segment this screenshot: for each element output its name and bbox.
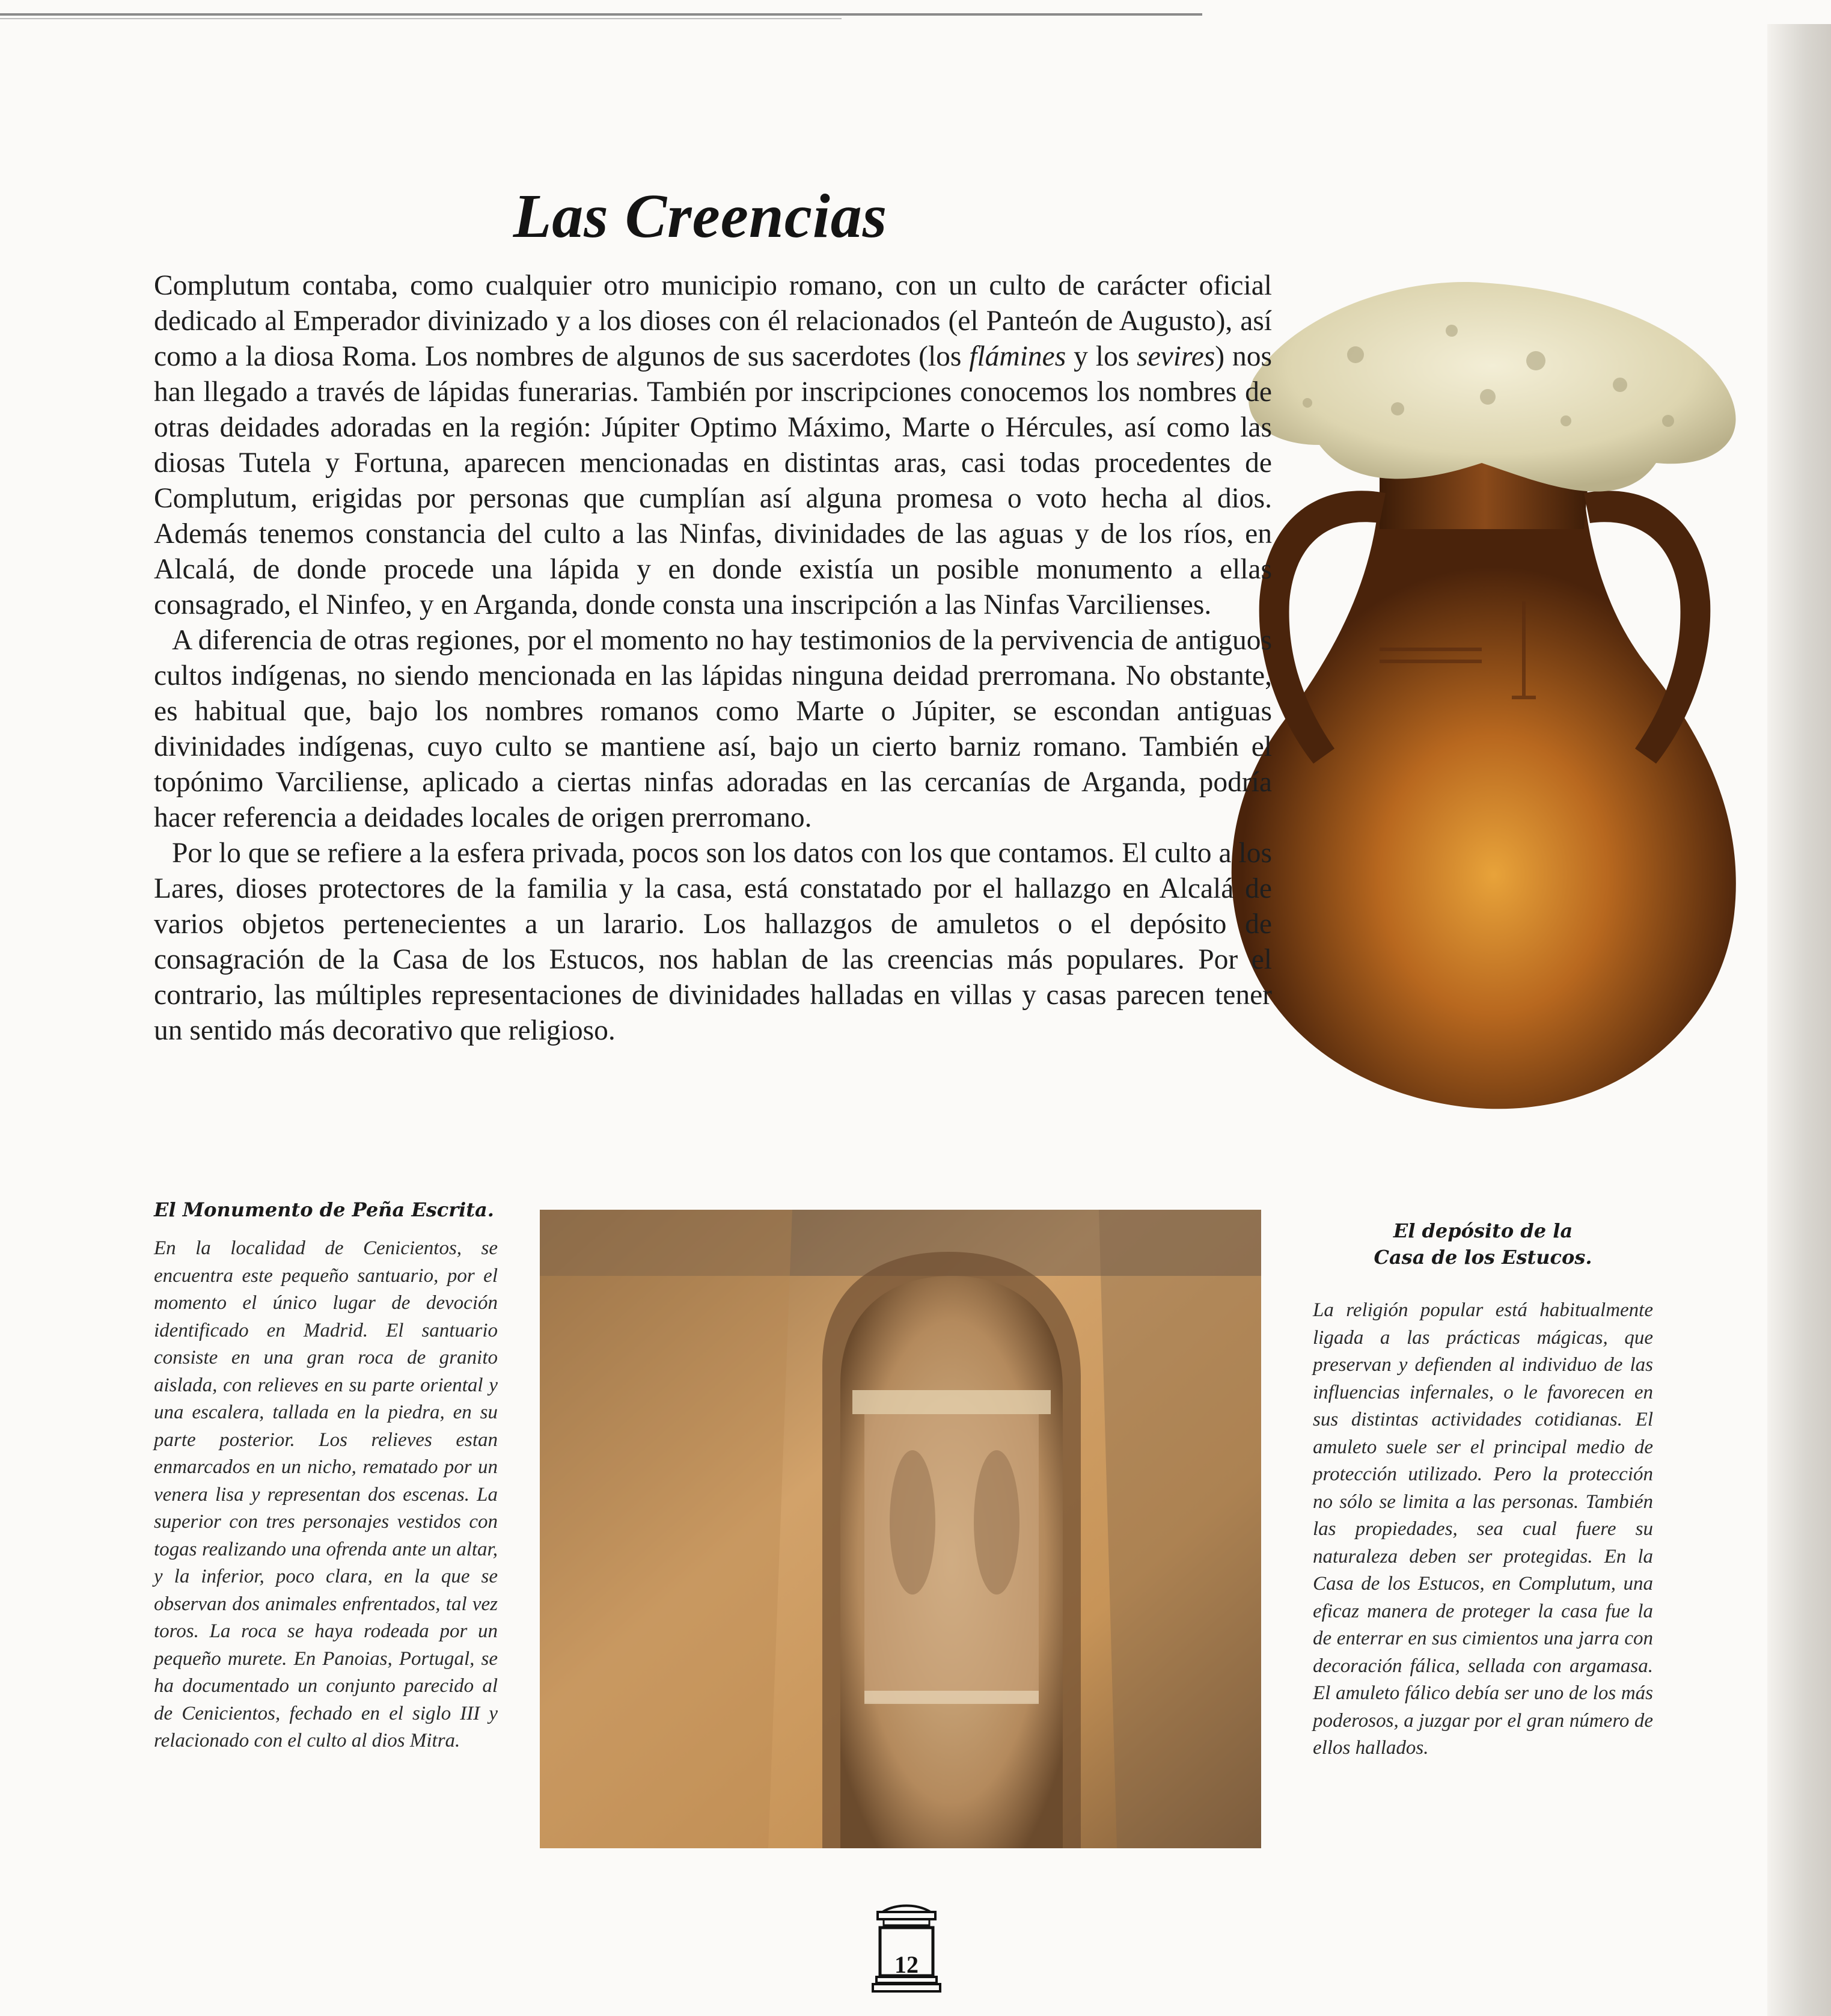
- caption-title: El depósito de la Casa de los Estucos.: [1374, 1219, 1592, 1269]
- paragraph-2: A diferencia de otras regiones, por el momento no hay testimonios de la pervivencia de antiguos cultos indígenas, no siendo mencionada en las lápidas ninguna deidad prerromana. No obstante, es habitual que, bajo los nombres romanos como Marte o Júpiter, se escondan antiguas divinidades indígenas, cuyo culto se mantiene así, bajo un cierto barniz romano. También el topónimo Varciliense, aplicado a ciertas ninfas adoradas en las cercanías de Arganda, podría hacer referencia a deidades locales de origen prerromano.: [154, 625, 1272, 833]
- urn-image: [1199, 265, 1758, 1136]
- paragraph-1: Complutum contaba, como cualquier otro municipio romano, con un culto de carácter oficial dedicado al Emperador divinizado y a los dioses con él relacionados (el Panteón de Augusto), así como a la diosa Roma. Los nombres de algunos de sus sacerdotes (los flámines y los sevires) nos han llegado a través de lápidas funerarias. También por inscripciones conocemos los nombres de otras deidades adoradas en la región: Júpiter Optimo Máximo, Marte o Hércules, así como las diosas Tutela y Fortuna, aparecen mencionadas en distintas aras, casi todas procedentes de Complutum, erigidas por personas que cumplían así alguna promesa o voto hecha al dios. Además tenemos constancia del culto a las Ninfas, divinidades de las aguas y de los ríos, en Alcalá, de donde procede una lápida y en donde existía un posible monumento a ellas consagrado, el Ninfeo, y en Arganda, donde consta una inscripción a las Ninfas Varcilienses.: [154, 270, 1272, 620]
- column-pedestal-icon: [872, 1904, 941, 1994]
- caption-pena-escrita: [154, 1198, 498, 1755]
- top-rule-secondary: [0, 18, 842, 19]
- caption-text: En la localidad de Cenicientos, se encuentra este pequeño santuario, por el momento el único lugar de devoción identificado en Madrid. El santuario consiste en una gran roca de granito aislada, con relieves en su parte oriental y una escalera, tallada en la piedra, en su parte posterior. Los relieves estan enmarcados en un nicho, rematado por un venera lisa y representan dos escenas. La superior con tres personajes vestidos con togas realizando una ofrenda ante un altar, y la inferior, poco clara, en la que se observan dos animales enfrentados, tal vez toros. La roca se haya rodeada por un pequeño murete. En Panoias, Portugal, se ha documentado un conjunto parecido al de Cenicientos, fechado en el siglo III y relacionado con el culto al dios Mitra.: [154, 1237, 498, 1751]
- caption-text: La religión popular está habitualmente ligada a las prácticas mágicas, que preservan y defienden al individuo de las influencias infernales, o le favorecen en sus distintas actividades cotidianas. El amuleto suele ser el principal medio de protección utilizado. Pero la protección no sólo se limita a las personas. También las propiedades, sea cual fuere su naturaleza deben ser protegidas. En la Casa de los Estucos, en Complutum, una eficaz manera de proteger la casa fue la de enterrar en sus cimientos una jarra con decoración fálica, sellada con argamasa. El amuleto fálico debía ser uno de los más poderosos, a juzgar por el gran número de ellos hallados.: [1313, 1299, 1653, 1759]
- body-text: [154, 268, 1272, 1049]
- term-sevires: sevires: [1137, 341, 1215, 372]
- caption-casa-estucos: [1313, 1218, 1653, 1762]
- term-flamines: flámines: [969, 341, 1066, 372]
- page-title: Las Creencias: [513, 182, 888, 251]
- page-edge-shadow: [1767, 24, 1831, 2016]
- top-rule: [0, 13, 1202, 16]
- rock-relief-image: [540, 1210, 1261, 1848]
- page-number: 12: [894, 1951, 919, 1978]
- caption-title: El Monumento de Peña Escrita.: [154, 1198, 494, 1221]
- paragraph-3: Por lo que se refiere a la esfera privada, pocos son los datos con los que contamos. El culto a los Lares, dioses protectores de la familia y la casa, está constatado por el hallazgo en Alcalá de varios objetos pertenecientes a un larario. Los hallazgos de amuletos o el depósito de consagración de la Casa de los Estucos, nos hablan de las creencias más populares. Por el contrario, las múltiples representaciones de divinidades halladas en villas y casas parecen tener un sentido más decorativo que religioso.: [154, 838, 1272, 1046]
